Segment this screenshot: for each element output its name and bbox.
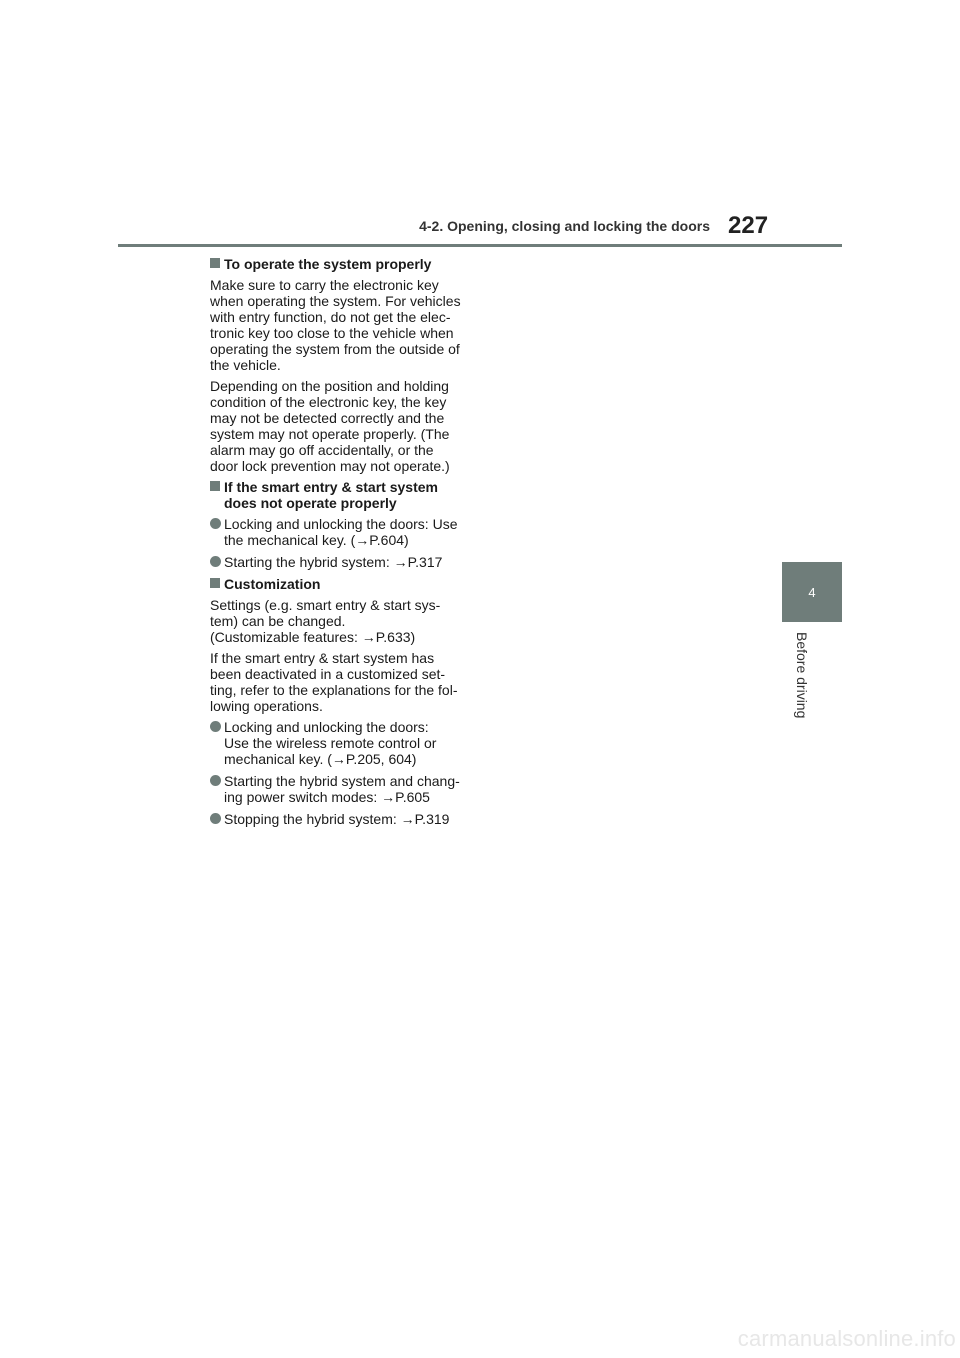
text-line: ing power switch modes: →P.605 [224,789,430,805]
list-item [210,516,472,548]
circle-bullet-icon [210,721,221,732]
square-bullet-icon [210,258,220,268]
circle-bullet-icon [210,556,221,567]
header-divider [118,244,842,247]
square-bullet-icon [210,578,220,588]
text-line: when operating the system. For vehicles [210,293,461,309]
paragraph [210,597,472,645]
text-line: ting, refer to the explanations for the fol- [210,682,458,698]
heading-text: Customization [224,576,321,592]
text-line: Starting the hybrid system and chang- [224,773,460,789]
text-line: alarm may go off accidentally, or the [210,442,434,458]
heading-text: To operate the system properly [224,256,432,272]
list-item [210,773,472,805]
text-line: tronic key too close to the vehicle when [210,325,454,341]
main-content [210,256,472,833]
paragraph [210,650,472,714]
section-heading [210,479,472,511]
section-heading [210,576,472,592]
list-item [210,554,472,570]
text-line: the mechanical key. (→P.604) [224,532,409,548]
text-line: Starting the hybrid system: →P.317 [224,554,443,570]
text-line: with entry function, do not get the elec- [210,309,451,325]
text-line: lowing operations. [210,698,323,714]
text-line: operating the system from the outside of [210,341,460,357]
section-heading [210,256,472,272]
text-line: mechanical key. (→P.205, 604) [224,751,417,767]
circle-bullet-icon [210,813,221,824]
circle-bullet-icon [210,775,221,786]
paragraph [210,378,472,474]
header-title: 4-2. Opening, closing and locking the doors [419,218,710,234]
square-bullet-icon [210,481,220,491]
text-line: may not be detected correctly and the [210,410,445,426]
text-line: Make sure to carry the electronic key [210,277,439,293]
heading-text: does not operate properly [224,495,397,511]
list-item [210,719,472,767]
text-line: the vehicle. [210,357,281,373]
watermark: carmanualsonline.info [737,1326,956,1351]
circle-bullet-icon [210,518,221,529]
list-item [210,811,472,827]
text-line: Depending on the position and holding [210,378,449,394]
chapter-label: Before driving [794,632,810,719]
text-line: Locking and unlocking the doors: Use [224,516,458,532]
section-not-operate [210,479,472,570]
chapter-tab: 4 [782,562,842,622]
text-line: (Customizable features: →P.633) [210,629,416,645]
text-line: been deactivated in a customized set- [210,666,446,682]
section-customization [210,576,472,827]
text-line: system may not operate properly. (The [210,426,450,442]
text-line: Stopping the hybrid system: →P.319 [224,811,450,827]
paragraph [210,277,472,373]
text-line: If the smart entry & start system has [210,650,435,666]
text-line: condition of the electronic key, the key [210,394,447,410]
section-operate-properly [210,256,472,474]
text-line: Locking and unlocking the doors: [224,719,429,735]
text-line: door lock prevention may not operate.) [210,458,450,474]
text-line: Use the wireless remote control or [224,735,437,751]
heading-text: If the smart entry & start system [224,479,438,495]
text-line: Settings (e.g. smart entry & start sys- [210,597,441,613]
page-number: 227 [728,212,769,239]
text-line: tem) can be changed. [210,613,346,629]
